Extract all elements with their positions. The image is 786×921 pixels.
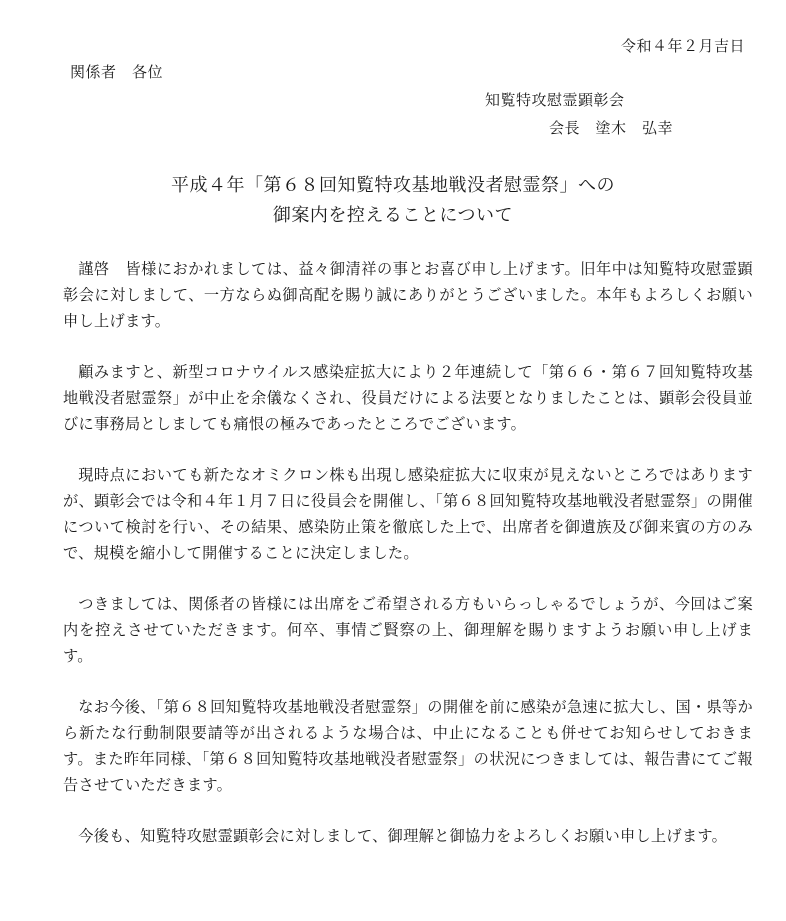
title-line-1: 平成４年「第６８回知覧特攻基地戦没者慰霊祭」への <box>171 175 615 196</box>
paragraph-closing: 今後も、知覧特攻慰霊顕彰会に対しまして、御理解と御協力をよろしくお願い申し上げます。 <box>78 827 728 845</box>
paragraph-notice: つきましては、関係者の皆様には出席をご希望される方もいらっしゃるでしょうが、今回はご案内を控えさせていただきます。何卒、事情ご賢察の上、御理解を賜りますようお願い申し上げます。 <box>63 595 753 665</box>
paragraph-decision: 現時点においても新たなオミクロン株も出現し感染症拡大に収束が見えないところではありますが、顕彰会では令和４年１月７日に役員会を開催し、「第６８回知覧特攻基地戦没者慰霊祭」の開催について検討を行い、その結果、感染防止策を徹底した上で、出席者を御遺族及び御来賓の方のみで、規模を縮小して開催することに決定しました。 <box>63 466 753 562</box>
sender-name: 会長 塗木 弘幸 <box>549 119 674 137</box>
sender-organization: 知覧特攻慰霊顕彰会 <box>485 91 625 109</box>
letter-body <box>63 256 753 874</box>
paragraph-contingency: なお今後、「第６８回知覧特攻基地戦没者慰霊祭」の開催を前に感染が急速に拡大し、国・県等から新たな行動制限要請等が出されるような場合は、中止になることも併せてお知らせしておきます。また昨年同様、「第６８回知覧特攻基地戦没者慰霊祭」の状況につきましては、報告書にてご報告させていただきます。 <box>63 698 753 794</box>
letter-date: 令和４年２月吉日 <box>620 37 745 55</box>
paragraph-background: 顧みますと、新型コロナウイルス感染症拡大により２年連続して「第６６・第６７回知覧特攻基地戦没者慰霊祭」が中止を余儀なくされ、役員だけによる法要となりましたことは、顕彰会役員並びに事務局としましても痛恨の極みであったところでございます。 <box>63 363 753 433</box>
addressee: 関係者 各位 <box>70 63 164 81</box>
paragraph-greeting: 謹啓 皆様におかれましては、益々御清祥の事とお喜び申し上げます。旧年中は知覧特攻慰霊顕彰会に対しまして、一方ならぬ御高配を賜り誠にありがとうございました。本年もよろしくお願い申し上げます。 <box>63 260 753 330</box>
letter-title <box>0 171 786 231</box>
title-line-2: 御案内を控えることについて <box>272 205 514 226</box>
